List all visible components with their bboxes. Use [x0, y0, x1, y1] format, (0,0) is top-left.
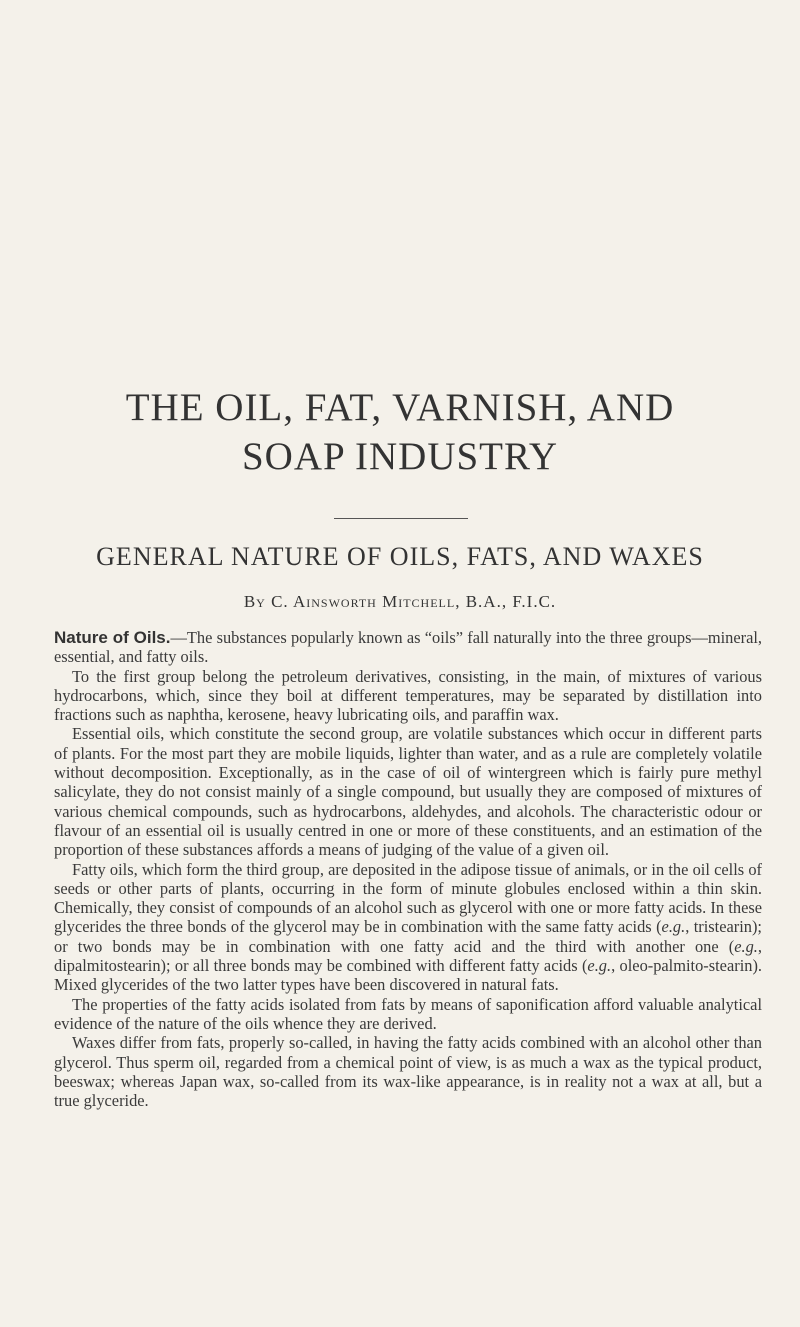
- book-title-line-1: THE OIL, FAT, VARNISH, AND: [125, 386, 675, 429]
- paragraph-fatty-oils: Fatty oils, which form the third group, are deposited in the adipose tissue of animals, or in the oil cells of seeds or other parts of plants, occurring in the form of minute globules enclosed within a thin skin. Chemically, they consist of compounds of an alcohol such as glycerol with one or more fatty acids. In these glycerides the three bonds of the glycerol may be in combination with the same fatty acids (e.g., tristearin); or two bonds may be in combination with one fatty acid and the third with another one (e.g., dipalmitostearin); or all three bonds may be combined with different fatty acids (e.g., oleo-palmito-stearin). Mixed glycerides of the two latter types have been discovered in natural fats.: [54, 859, 762, 995]
- section-title: GENERAL NATURE OF OILS, FATS, AND WAXES: [96, 542, 704, 571]
- paragraph-waxes: Waxes differ from fats, properly so-called, in having the fatty acids combined with an alcohol other than glycerol. Thus sperm oil, regarded from a chemical point of view, is as much a wax as the typical product, beeswax; whereas Japan wax, so-called from its wax-like appearance, is in reality not a wax at all, but a true glyceride.: [54, 1033, 762, 1111]
- body-text: [54, 628, 762, 1110]
- title-divider: [334, 518, 468, 519]
- author-byline: By C. Ainsworth Mitchell, B.A., F.I.C.: [243, 592, 557, 611]
- paragraph-nature-of-oils: Nature of Oils.—The substances popularly known as “oils” fall naturally into the three groups—mineral, essential, and fatty oils.: [54, 628, 762, 667]
- paragraph-saponification: The properties of the fatty acids isolated from fats by means of saponification afford valuable analytical evidence of the nature of the oils whence they are derived.: [54, 994, 762, 1033]
- run-in-heading: Nature of Oils.: [54, 628, 171, 647]
- paragraph-mineral-oils: To the first group belong the petroleum derivatives, consisting, in the main, of mixtures of various hydrocarbons, which, since they boil at different temperatures, may be separated by distillation into fractions such as naphtha, kerosene, heavy lubricating oils, and paraffin wax.: [54, 666, 762, 725]
- book-title-line-2: SOAP INDUSTRY: [241, 435, 559, 478]
- paragraph-essential-oils: Essential oils, which constitute the second group, are volatile substances which occur in different parts of plants. For the most part they are mobile liquids, lighter than water, and as a rule are completely volatile without decomposition. Exceptionally, as in the case of oil of wintergreen which is fairly pure methyl salicylate, they do not consist mainly of a single compound, but usually they are composed of mixtures of various chemical compounds, such as hydrocarbons, aldehydes, and alcohols. The characteristic odour or flavour of an essential oil is usually centred in one or more of these constituents, and an estimation of the proportion of these substances affords a means of judging of the value of a given oil.: [54, 724, 762, 860]
